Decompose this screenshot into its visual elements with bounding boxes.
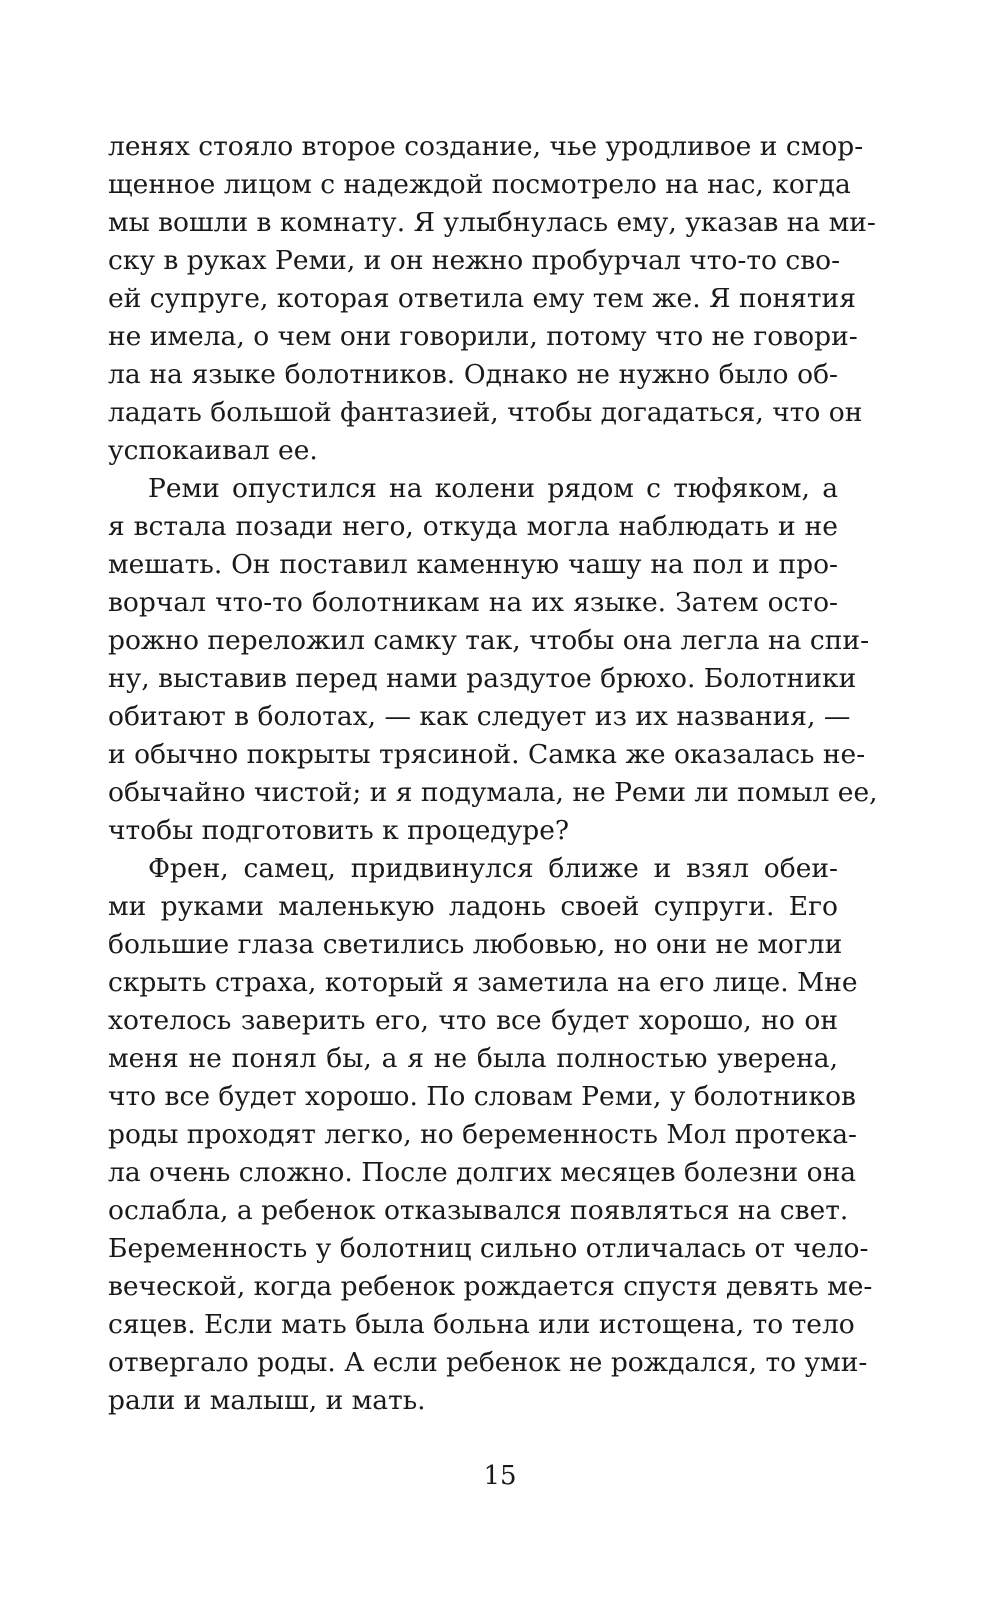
text-line: успокаивал ее. <box>108 435 318 466</box>
text-line: отвергало роды. А если ребенок не рождался, то уми- <box>108 1347 868 1378</box>
text-line: ну, выставив перед нами раздутое брюхо. Болотники <box>108 663 857 694</box>
text-line: ворчал что-то болотникам на их языке. Затем осто- <box>108 587 838 618</box>
text-line: ми руками маленькую ладонь своей супруги. Его <box>108 891 838 922</box>
text-line: Реми опустился на колени рядом с тюфяком, а <box>148 473 838 504</box>
text-line: ла очень сложно. После долгих месяцев болезни она <box>108 1157 857 1188</box>
text-line: щенное лицом с надеждой посмотрело на нас, когда <box>108 169 851 200</box>
text-line: мы вошли в комнату. Я улыбнулась ему, указав на ми- <box>108 207 876 238</box>
text-line: ску в руках Реми, и он нежно пробурчал что-то сво- <box>108 245 841 276</box>
text-line: скрыть страха, который я заметила на его лице. Мне <box>108 967 858 998</box>
text-line: и обычно покрыты трясиной. Самка же оказалась не- <box>108 739 866 770</box>
text-line: ла на языке болотников. Однако не нужно было об- <box>108 359 838 390</box>
text-line: хотелось заверить его, что все будет хорошо, но он <box>108 1005 838 1036</box>
text-line: веческой, когда ребенок рождается спустя девять ме- <box>108 1271 873 1302</box>
text-line: рожно переложил самку так, чтобы она легла на спи- <box>108 625 870 656</box>
text-line: ленях стояло второе создание, чье уродливое и смор- <box>108 131 864 162</box>
text-line: ей супруге, которая ответила ему тем же. Я понятия <box>108 283 856 314</box>
body-text <box>108 128 878 1420</box>
text-line: Беременность у болотниц сильно отличалась от чело- <box>108 1233 869 1264</box>
text-line: Френ, самец, придвинулся ближе и взял обеи- <box>148 853 838 884</box>
text-line: я встала позади него, откуда могла наблюдать и не <box>108 511 838 542</box>
text-line: чтобы подготовить к процедуре? <box>108 815 570 846</box>
text-line: что все будет хорошо. По словам Реми, у болотников <box>108 1081 856 1112</box>
text-line: мешать. Он поставил каменную чашу на пол и про- <box>108 549 838 580</box>
text-line: сяцев. Если мать была больна или истощена, то тело <box>108 1309 855 1340</box>
text-line: ослабла, а ребенок отказывался появляться на свет. <box>108 1195 849 1226</box>
text-line: ладать большой фантазией, чтобы догадаться, что он <box>108 397 863 428</box>
page-number: 15 <box>483 1461 517 1491</box>
text-line: не имела, о чем они говорили, потому что не говори- <box>108 321 858 352</box>
text-line: роды проходят легко, но беременность Мол протека- <box>108 1119 857 1150</box>
text-line: большие глаза светились любовью, но они не могли <box>108 929 843 960</box>
text-line: обычайно чистой; и я подумала, не Реми ли помыл ее, <box>108 777 878 808</box>
text-line: меня не понял бы, а я не была полностью уверена, <box>108 1043 838 1074</box>
text-line: обитают в болотах, — как следует из их названия, — <box>108 701 851 732</box>
text-line: рали и малыш, и мать. <box>108 1385 426 1416</box>
